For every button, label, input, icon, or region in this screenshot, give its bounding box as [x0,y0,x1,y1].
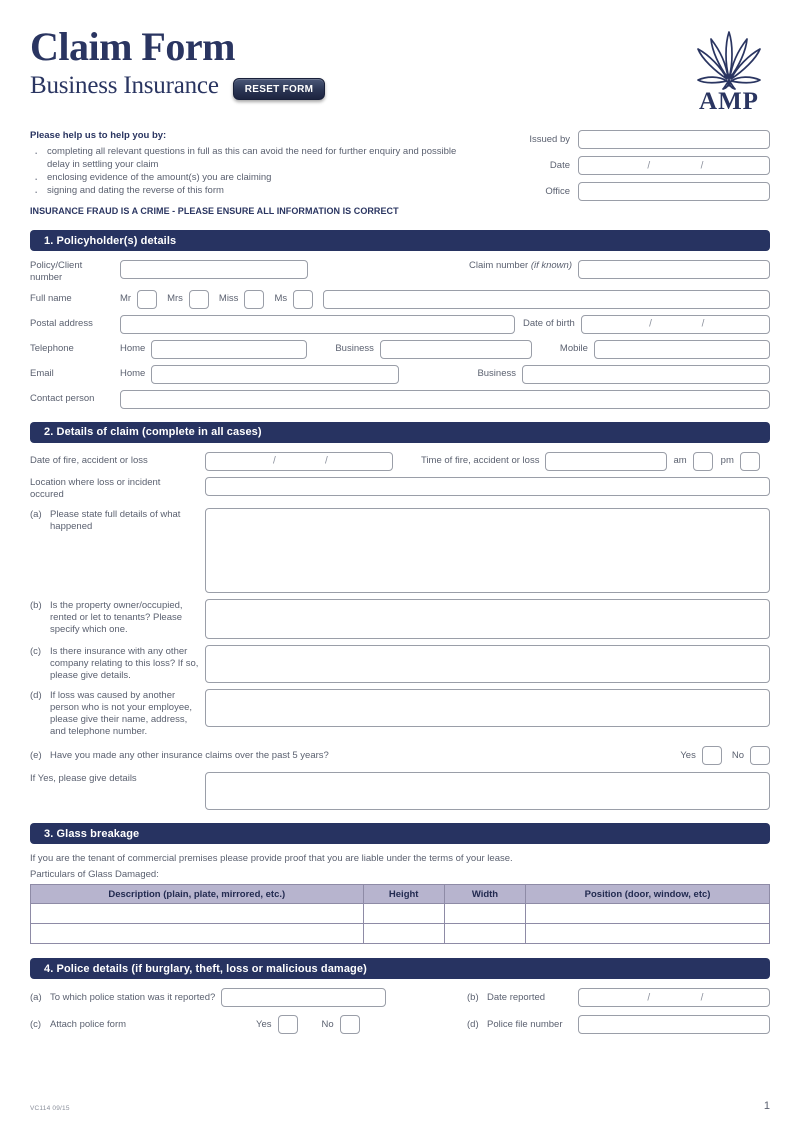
policy-number-label: Policy/Client number [30,260,83,283]
cell-description[interactable] [31,924,364,944]
police-b-letter: (b) [467,991,479,1003]
table-header-row [31,885,770,904]
attach-yes-label: Yes [256,1018,272,1030]
section-4-header: 4. Police details (if burglary, theft, loss or malicious damage) [30,958,770,979]
date-separator: / [325,455,328,467]
question-d-text: If loss was caused by another person who is not your employee, please give their name, address, and telephone number. [50,689,193,737]
pm-checkbox[interactable] [740,452,760,471]
question-b-textarea[interactable] [205,599,770,639]
incident-location-input[interactable] [205,477,770,496]
claim-number-input[interactable] [578,260,770,279]
fraud-notice: INSURANCE FRAUD IS A CRIME - PLEASE ENSURE ALL INFORMATION IS CORRECT [30,206,399,217]
glass-lease-note: If you are the tenant of commercial premises please provide proof that you are liable under the terms of your lease. [30,853,513,865]
am-checkbox[interactable] [693,452,713,471]
if-yes-textarea[interactable] [205,772,770,810]
cell-description[interactable] [31,904,364,924]
attach-no-label: No [321,1018,334,1030]
question-e-no-label: No [731,749,744,761]
question-d-label [30,689,205,739]
title-mrs-label: Mrs [167,293,183,305]
section-2-header: 2. Details of claim (complete in all cases) [30,422,770,443]
question-d-row [30,689,770,739]
section-1-header: 1. Policyholder(s) details [30,230,770,251]
date-separator: / [701,318,705,330]
if-yes-details-row [30,772,770,810]
intro-bullet: · signing and dating the reverse of this form [30,184,460,197]
attach-no-checkbox[interactable] [340,1015,360,1034]
incident-date-row [30,452,770,471]
cell-position[interactable] [526,904,770,924]
cell-width[interactable] [444,924,525,944]
incident-location-row [30,477,770,501]
telephone-row [30,340,770,359]
incident-date-label: Date of fire, accident or loss [30,455,148,467]
issued-date-label: Date [549,159,570,171]
email-business-input[interactable] [522,365,770,384]
question-b-letter: (b) [30,599,42,611]
page-number: 1 [763,1100,770,1112]
police-file-number-label: Police file number [487,1018,563,1030]
title-miss-checkbox[interactable] [244,290,264,309]
question-b-row [30,599,770,639]
date-separator: / [272,455,276,467]
title-ms-label: Ms [274,293,288,305]
contact-person-row [30,390,770,409]
postal-address-label: Postal address [30,318,93,330]
postal-address-row [30,315,770,334]
incident-location-label: Location where loss or incident occured [30,476,161,500]
column-header-position: Position (door, window, etc) [526,885,770,904]
question-e-yes-label: Yes [680,749,696,761]
cell-height[interactable] [363,904,444,924]
police-station-label: To which police station was it reported? [50,991,216,1003]
title-mr-checkbox[interactable] [137,290,157,309]
question-a-letter: (a) [30,508,42,520]
office-label: Office [545,185,570,197]
telephone-mobile-input[interactable] [594,340,770,359]
police-c-letter: (c) [30,1018,42,1030]
question-c-letter: (c) [30,645,42,657]
police-station-input[interactable] [221,988,386,1007]
page-title: Claim Form [30,24,235,69]
question-c-textarea[interactable] [205,645,770,683]
date-of-birth-input[interactable] [581,315,770,334]
column-header-description: Description (plain, plate, mirrored, etc.) [31,885,364,904]
claim-number-label: Claim number (if known) [469,260,572,271]
am-label: am [673,455,687,467]
table-row [31,924,770,944]
email-business-label: Business [477,368,516,380]
attach-police-form-label: Attach police form [50,1018,127,1030]
intro-bullet-list [30,145,460,197]
date-separator: / [700,160,704,171]
intro-bullet: · completing all relevant questions in full as this can avoid the need for further enquiry and possible delay in settling your claim [30,145,460,171]
policy-number-input[interactable] [120,260,308,279]
column-header-width: Width [444,885,525,904]
contact-person-input[interactable] [120,390,770,409]
question-e-text: Have you made any other insurance claims over the past 5 years? [50,749,329,761]
question-a-label [30,508,205,533]
police-a-letter: (a) [30,991,42,1003]
section-3-body [0,853,800,944]
section-4-body [0,988,800,1034]
table-row [31,904,770,924]
issued-by-block [500,130,770,208]
date-separator: / [700,992,704,1004]
question-c-label [30,645,205,682]
date-separator: / [647,160,651,171]
issued-date-row [500,156,770,175]
incident-date-input[interactable] [205,452,393,471]
telephone-label: Telephone [30,343,74,355]
section-2-body [0,452,800,810]
telephone-home-label: Home [120,343,146,355]
reset-form-button[interactable]: RESET FORM [233,78,326,100]
office-input[interactable] [578,182,770,201]
police-d-letter: (d) [467,1018,479,1030]
attach-police-form-row [30,1015,770,1034]
date-reported-input[interactable] [578,988,770,1007]
email-home-input[interactable] [151,365,399,384]
question-a-text: Please state full details of what happened [50,508,181,532]
full-name-label: Full name [30,293,72,305]
date-separator: / [647,992,651,1004]
claim-number-label-italic: (if known) [530,260,572,271]
amp-logo [686,28,772,116]
title-mr-label: Mr [120,293,132,305]
telephone-business-label: Business [335,343,374,355]
issued-office-row [500,182,770,201]
telephone-mobile-label: Mobile [559,343,588,355]
title-miss-label: Miss [218,293,239,305]
intro-section [0,130,800,230]
telephone-home-input[interactable] [151,340,307,359]
intro-bullet: · enclosing evidence of the amount(s) you are claiming [30,171,460,184]
issued-by-row [500,130,770,149]
date-of-birth-label: Date of birth [523,318,575,330]
date-reported-label: Date reported [487,991,546,1003]
question-e-yes-checkbox[interactable] [702,746,722,765]
amp-wordmark: AMP [699,88,759,115]
question-c-text: Is there insurance with any other company relating to this loss? If so, please give details. [50,645,199,681]
date-separator: / [649,318,652,330]
intro-text-block [30,130,460,216]
title-ms-checkbox[interactable] [293,290,313,309]
incident-time-input[interactable] [545,452,667,471]
question-d-letter: (d) [30,689,42,701]
attach-yes-checkbox[interactable] [278,1015,298,1034]
full-name-input[interactable] [323,290,770,309]
document-code: VC114 09/15 [30,1105,70,1112]
pm-label: pm [720,455,734,467]
intro-heading: Please help us to help you by: [30,130,167,141]
cell-position[interactable] [526,924,770,944]
page-subtitle: Business Insurance [30,72,219,99]
postal-address-input[interactable] [120,315,515,334]
email-label: Email [30,368,54,380]
glass-damage-table [30,884,770,944]
police-file-number-input[interactable] [578,1015,770,1034]
question-e-row [30,746,770,765]
glass-particulars-label: Particulars of Glass Damaged: [30,869,159,881]
page-footer [30,1100,770,1112]
section-3-header: 3. Glass breakage [30,823,770,844]
contact-person-label: Contact person [30,393,95,405]
question-e-letter: (e) [30,749,42,761]
page-header [0,0,800,130]
email-home-label: Home [120,368,146,380]
issued-by-input[interactable] [578,130,770,149]
full-name-row [30,290,770,309]
title-mrs-checkbox[interactable] [189,290,209,309]
cell-width[interactable] [444,904,525,924]
email-row [30,365,770,384]
question-c-row [30,645,770,683]
question-a-textarea[interactable] [205,508,770,593]
if-yes-label: If Yes, please give details [30,773,137,785]
question-b-text: Is the property owner/occupied, rented or let to tenants? Please specify which one. [50,599,183,635]
cell-height[interactable] [363,924,444,944]
question-d-textarea[interactable] [205,689,770,727]
question-e-no-checkbox[interactable] [750,746,770,765]
incident-time-label: Time of fire, accident or loss [421,455,540,467]
subtitle-row [30,72,770,100]
section-1-body [0,260,800,409]
question-a-row [30,508,770,593]
issued-date-input[interactable] [578,156,770,175]
amp-fern-icon [690,28,768,90]
telephone-business-input[interactable] [380,340,532,359]
question-b-label [30,599,205,636]
column-header-height: Height [363,885,444,904]
police-station-row [30,988,770,1007]
issued-by-label: Issued by [529,133,570,145]
policy-number-row [30,260,770,284]
